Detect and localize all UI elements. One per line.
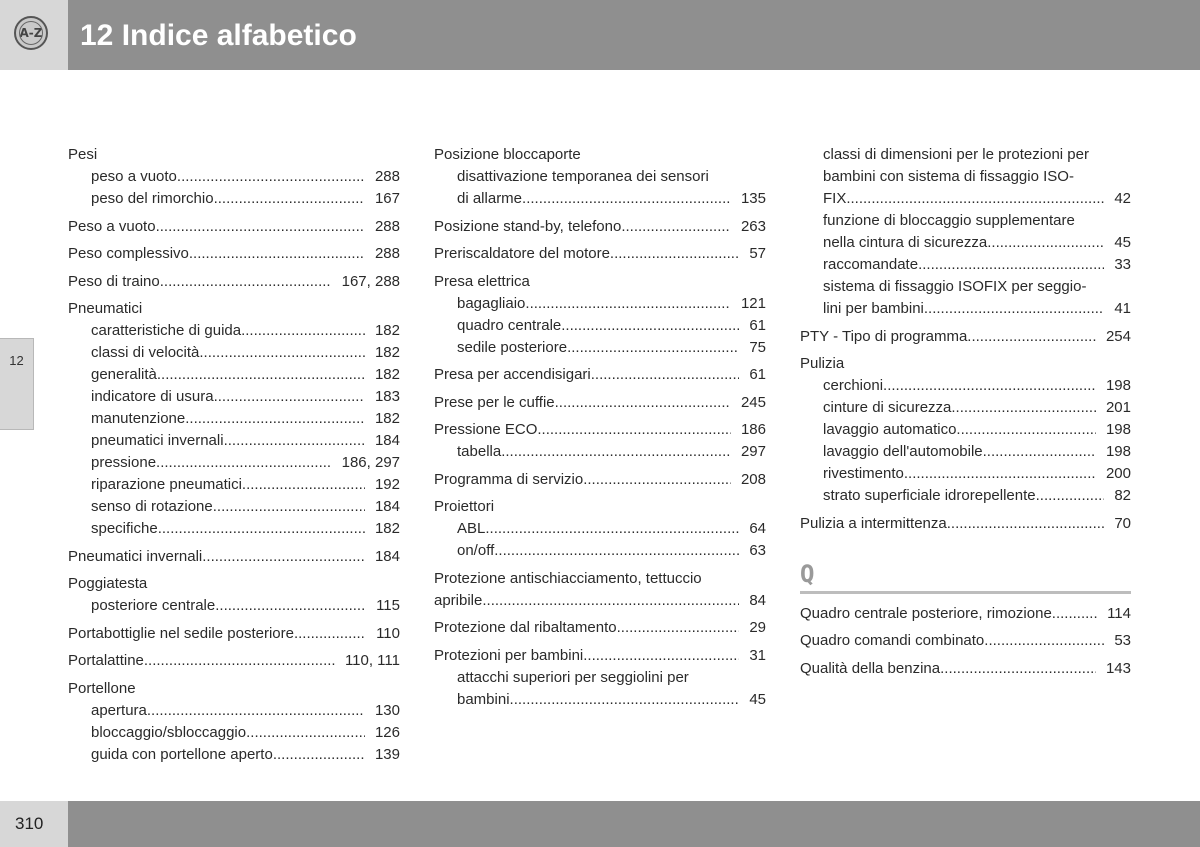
entry-line: Protezioni per bambini ..... 31 (434, 645, 766, 667)
entry-heading: Proiettori (434, 498, 495, 515)
entry-heading: Poggiatesta (68, 575, 148, 592)
index-entry: Programma di servizio ..... 208 (434, 469, 766, 491)
sub-entry: manutenzione ..... 182 (68, 408, 400, 430)
sub-entry: cerchioni ..... 198 (800, 375, 1131, 397)
sub-entry: bloccaggio/sbloccaggio ..... 126 (68, 722, 400, 744)
index-entry: Quadro centrale posteriore, rimozione ..... 114 (800, 603, 1131, 625)
sub-entry: cinture di sicurezza ..... 201 (800, 397, 1131, 419)
index-entry: Peso complessivo ..... 288 (68, 243, 400, 265)
sub-entry-line: nella cintura di sicurezza ..... 45 (823, 232, 1131, 254)
entry-heading: Pesi (68, 146, 98, 163)
entry-heading: Pneumatici (68, 300, 143, 317)
sub-entry: indicatore di usura ..... 183 (68, 386, 400, 408)
sub-entry (800, 144, 1131, 320)
sub-entry-line: FIX ..... 42 (823, 188, 1131, 210)
sub-entry: quadro centrale ..... 61 (434, 315, 766, 337)
index-entry: Prese per le cuffie ..... 245 (434, 392, 766, 414)
sub-entry: lavaggio automatico ..... 198 (800, 419, 1131, 441)
index-entry: Presa per accendisigari ..... 61 (434, 364, 766, 386)
sub-entry-text: attacchi superiori per seggiolini per (457, 668, 689, 686)
index-entry: PTY - Tipo di programma ..... 254 (800, 326, 1131, 348)
sub-entry: pneumatici invernali ..... 184 (68, 430, 400, 452)
index-entry (434, 271, 766, 359)
section-letter-heading: Q (800, 559, 815, 588)
entry-heading: Presa elettrica (434, 272, 530, 290)
sub-entry: generalità ..... 182 (68, 364, 400, 386)
index-column-3 (800, 144, 1131, 680)
header-badge-area (0, 0, 68, 70)
sub-entry: ABL ..... 64 (434, 518, 766, 540)
index-entry: Protezione dal ribaltamento ..... 29 (434, 617, 766, 639)
page-number: 310 (0, 801, 68, 847)
index-entry: Pulizia a intermittenza ..... 70 (800, 513, 1131, 535)
index-entry (68, 573, 400, 617)
page-title: 12 Indice alfabetico (80, 19, 357, 52)
sub-entry: apertura ..... 130 (68, 700, 400, 722)
entry-line: Pressione ECO ..... 186 (434, 419, 766, 441)
entry-heading: Pulizia (800, 355, 845, 372)
sub-entry: peso del rimorchio ..... 167 (68, 188, 400, 210)
index-entry (800, 353, 1131, 507)
sub-entry: strato superficiale idrorepellente ..... 82 (800, 485, 1131, 507)
sub-entry-text: bambini con sistema di fissaggio ISO- (823, 168, 1074, 185)
sub-entry: di allarme ..... 135 (434, 188, 766, 210)
index-entry (434, 144, 766, 210)
entry-heading: Portellone (68, 679, 136, 697)
index-entry: Pneumatici invernali ..... 184 (68, 546, 400, 568)
a-z-badge-icon: A-Z (14, 16, 48, 50)
chapter-side-tab: 12 (0, 338, 34, 430)
sub-entry: guida con portellone aperto ..... 139 (68, 744, 400, 766)
sub-entry: bagagliaio ..... 121 (434, 293, 766, 315)
sub-entry-text: classi di dimensioni per le protezioni per (823, 146, 1089, 163)
sub-entry: bambini ..... 45 (434, 689, 766, 711)
sub-entry: sedile posteriore ..... 75 (434, 337, 766, 359)
sub-entry: peso a vuoto ..... 288 (68, 166, 400, 188)
index-entry: Posizione stand-by, telefono ..... 263 (434, 216, 766, 238)
index-entry: Preriscaldatore del motore ..... 57 (434, 243, 766, 265)
index-entry: Portalattine ..... 110, 111 (68, 650, 400, 672)
index-column-1 (68, 144, 400, 766)
sub-entry: riparazione pneumatici ..... 192 (68, 474, 400, 496)
entry-line: apribile ..... 84 (434, 590, 766, 612)
sub-entry-line: lini per bambini ..... 41 (823, 298, 1131, 320)
index-entry: Peso a vuoto ..... 288 (68, 216, 400, 238)
sub-entry: classi di velocità ..... 182 (68, 342, 400, 364)
sub-entry: posteriore centrale ..... 115 (68, 595, 400, 617)
sub-entry: rivestimento ..... 200 (800, 463, 1131, 485)
sub-entry: pressione ..... 186, 297 (68, 452, 400, 474)
sub-entry-text: sistema di fissaggio ISOFIX per seggio- (823, 278, 1087, 295)
index-entry (68, 678, 400, 766)
index-entry (434, 496, 766, 562)
index-entry (434, 645, 766, 711)
sub-entry: senso di rotazione ..... 184 (68, 496, 400, 518)
index-entry (434, 419, 766, 463)
index-entry (68, 298, 400, 540)
footer-bar (68, 801, 1200, 847)
index-entry: Qualità della benzina ..... 143 (800, 658, 1131, 680)
entry-heading: Posizione bloccaporte (434, 146, 581, 163)
sub-entry-text: funzione di bloccaggio supplementare (823, 212, 1075, 229)
index-entry (68, 144, 400, 210)
index-entry: Quadro comandi combinato ..... 53 (800, 630, 1131, 652)
index-column-2 (434, 144, 766, 711)
section-divider (800, 591, 1131, 594)
entry-text: Protezione antischiacciamento, tettuccio (434, 569, 702, 587)
sub-entry-text: disattivazione temporanea dei sensori (457, 168, 709, 185)
sub-entry: tabella ..... 297 (434, 441, 766, 463)
index-entry: Portabottiglie nel sedile posteriore ..... 110 (68, 623, 400, 645)
index-entry: Peso di traino ..... 167, 288 (68, 271, 400, 293)
sub-entry: caratteristiche di guida ..... 182 (68, 320, 400, 342)
sub-entry: on/off ..... 63 (434, 540, 766, 562)
sub-entry: lavaggio dell'automobile ..... 198 (800, 441, 1131, 463)
index-entry (434, 568, 766, 612)
sub-entry-line: raccomandate ..... 33 (823, 254, 1131, 276)
sub-entry: specifiche ..... 182 (68, 518, 400, 540)
